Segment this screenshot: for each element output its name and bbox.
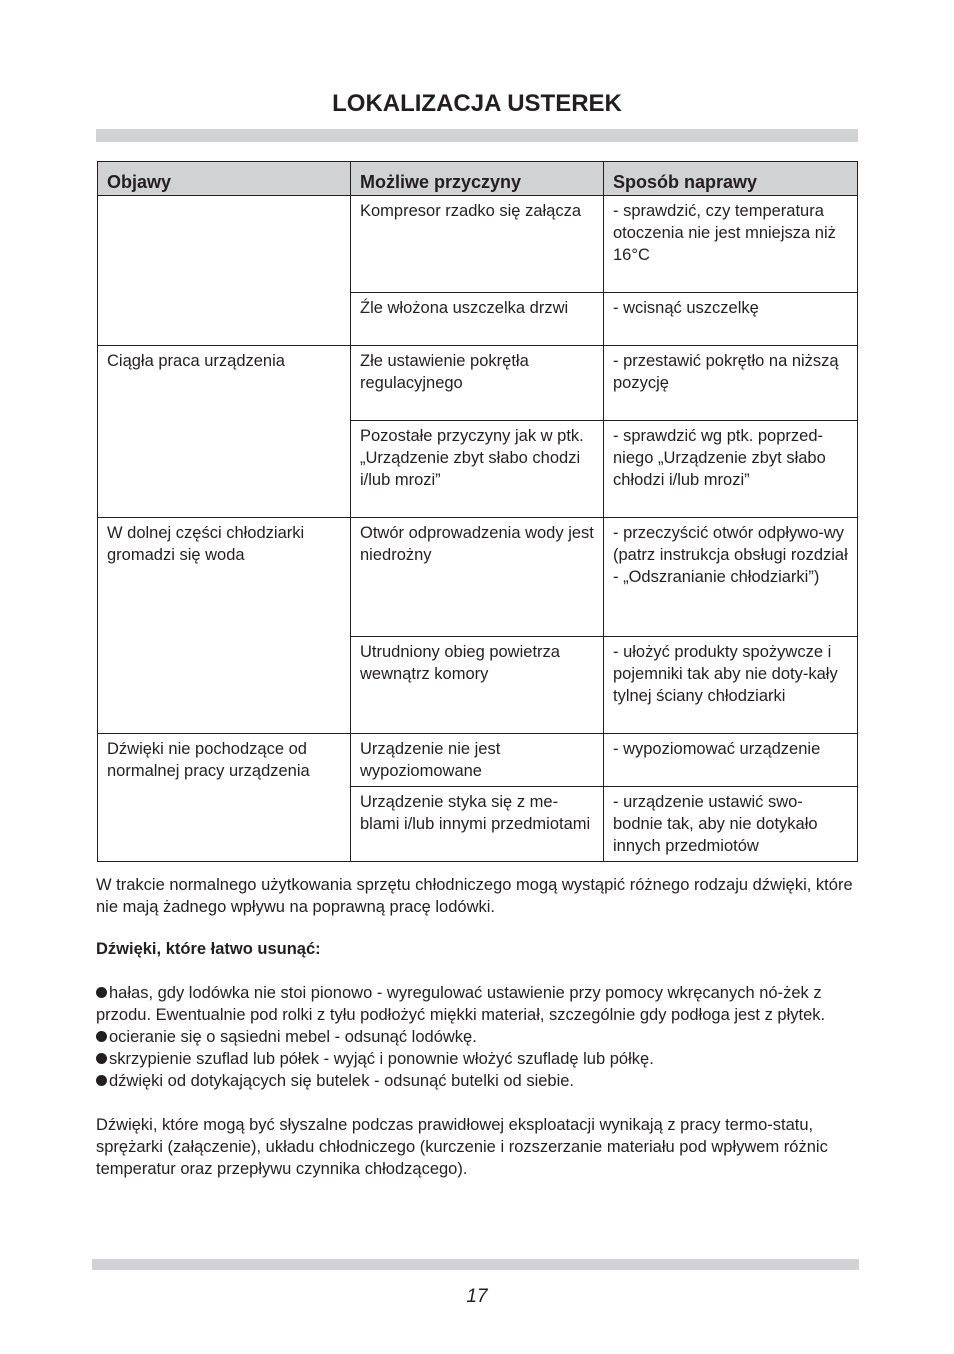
cause-cell: Źle włożona uszczelka drzwi [351,293,604,346]
subheading: Dźwięki, które łatwo usunąć: [96,940,321,958]
remedy-cell: - wypoziomować urządzenie [604,734,858,787]
cause-cell: Urządzenie nie jest wypoziomowane [351,734,604,787]
remedy-cell: - sprawdzić, czy temperatura otoczenia nie jest mniejsza niż 16°C [604,196,858,293]
symptom-cell [98,196,351,346]
cause-cell: Złe ustawienie pokrętła regulacyjnego [351,346,604,421]
table-row [98,346,858,421]
cause-cell: Utrudniony obieg powietrza wewnątrz komory [351,637,604,734]
table-row [98,196,858,293]
symptom-cell: Dźwięki nie pochodzące od normalnej pracy urządzenia [98,734,351,862]
header-causes: Możliwe przyczyny [351,162,604,196]
bullet-icon [96,1075,107,1086]
remedy-cell: - wcisnąć uszczelkę [604,293,858,346]
cause-cell: Urządzenie styka się z me-blami i/lub innymi przedmiotami [351,787,604,862]
bullet-icon [96,1053,107,1064]
remedy-cell: - przestawić pokrętło na niższą pozycję [604,346,858,421]
page-number: 17 [466,1286,488,1307]
list-item: ocieranie się o sąsiedni mebel - odsunąć lodówkę. [96,1026,858,1048]
list-item: hałas, gdy lodówka nie stoi pionowo - wyregulować ustawienie przy pomocy wkręcanych nó-żek z przodu. Ewentualnie pod rolki z tyłu podłożyć miękki materiał, szczególnie gdy podłoga jest z płytek. [96,984,826,1024]
bullet-icon [96,1031,107,1042]
header-symptoms: Objawy [98,162,351,196]
footer-divider [92,1259,859,1270]
intro-paragraph: W trakcie normalnego użytkowania sprzętu chłodniczego mogą wystąpić różnego rodzaju dźwięki, które nie mają żadnego wpływu na poprawną pracę lodówki. [96,876,853,916]
header-divider [96,129,858,142]
cause-cell: Otwór odprowadzenia wody jest niedrożny [351,518,604,637]
cause-cell: Pozostałe przyczyny jak w ptk. „Urządzenie zbyt słabo chodzi i/lub mrozi” [351,421,604,518]
troubleshooting-table [97,161,858,862]
header-remedies: Sposób naprawy [604,162,858,196]
list-item: skrzypienie szuflad lub półek - wyjąć i ponownie włożyć szufladę lub półkę. [96,1048,858,1070]
remedy-cell: - przeczyścić otwór odpływo-wy (patrz instrukcja obsługi rozdział - „Odszranianie chłodziarki”) [604,518,858,637]
remedy-cell: - sprawdzić wg ptk. poprzed-niego „Urządzenie zbyt słabo chłodzi i/lub mrozi” [604,421,858,518]
symptom-cell: W dolnej części chłodziarki gromadzi się woda [98,518,351,734]
list-item: dźwięki od dotykających się butelek - odsunąć butelki od siebie. [96,1070,858,1092]
table-row [98,518,858,637]
page-title: LOKALIZACJA USTEREK [332,90,622,117]
table-row [98,734,858,787]
remedy-cell: - ułożyć produkty spożywcze i pojemniki tak aby nie doty-kały tylnej ściany chłodziarki [604,637,858,734]
closing-paragraph: Dźwięki, które mogą być słyszalne podczas prawidłowej eksploatacji wynikają z pracy termo-statu, sprężarki (załączenie), układu chłodniczego (kurczenie i rozszerzanie materiału pod wpływem różnic temperatur oraz przepływu czynnika chłodzącego). [96,1116,828,1178]
cause-cell: Kompresor rzadko się załącza [351,196,604,293]
bullet-icon [96,987,107,998]
remedy-cell: - urządzenie ustawić swo-bodnie tak, aby nie dotykało innych przedmiotów [604,787,858,862]
symptom-cell: Ciągła praca urządzenia [98,346,351,518]
body-text [96,874,858,1180]
table-header-row [98,162,858,196]
